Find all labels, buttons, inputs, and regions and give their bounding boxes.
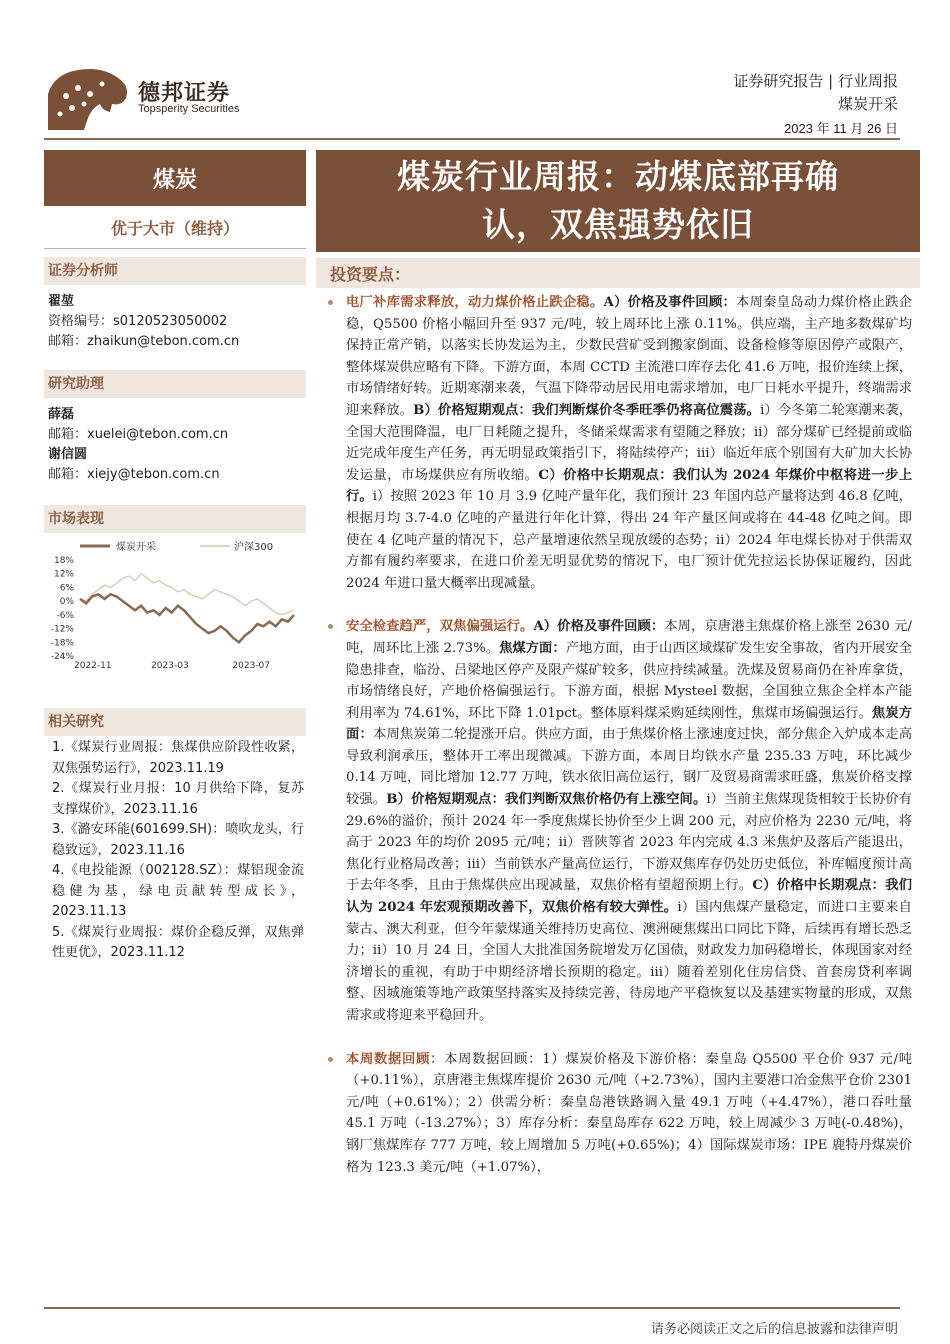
disclaimer-note: 请务必阅读正文之后的信息披露和法律声明 <box>650 1322 898 1337</box>
footer-divider <box>44 1307 900 1309</box>
subheading: A）价格及事件回顾： <box>603 295 737 310</box>
report-sector: 煤炭开采 <box>837 95 898 113</box>
assistant2-name: 谢信圆 <box>48 447 88 462</box>
paragraph-text: i）当前主焦煤现货相较于长协价有 29.6%的溢价，预计 2024 年一季度焦煤长协价至少上调 200 元，对应价格为 2230 元/吨，将高于 2023 年的均价 2095 元/吨；ii）晋陕等省 2023 年内完成 4.3 米焦炉及落后产能退出，焦化行业格局改善；iii）当前铁水产量高位运行，下游双焦库存仍处历史低位，补库幅度预计高于去年冬季，且由于焦煤供应出现减量，双焦价格有望超预期上行。 <box>346 792 912 894</box>
sector-box: 煤炭 <box>44 150 306 206</box>
assistant-heading: 研究助理 <box>44 370 306 398</box>
y-tick-label: -24% <box>50 652 74 662</box>
subheading: B）价格短期观点：我们判断煤价冬季旺季仍将高位震荡。 <box>413 402 761 418</box>
related-item[interactable]: 1.《煤炭行业周报：焦煤供应阶段性收紧，双焦强势运行》，2023.11.19 <box>52 740 304 776</box>
paragraph-lead: 电厂补库需求释放，动力煤价格止跌企稳。 <box>346 295 604 310</box>
header-divider <box>44 138 900 140</box>
y-tick-label: 18% <box>53 556 74 566</box>
related-item[interactable]: 2.《煤炭行业月报：10 月供给下降，复苏支撑煤价》，2023.11.16 <box>52 781 304 817</box>
paragraph-text: i）国内焦煤产量稳定，而进口主要来自蒙古、澳大利亚，但今年蒙煤通关维持历史高位、澳洲硬焦煤出口同比下降，后续再有增长恐乏力；ii）10 月 24 日，全国人大批准国务院增发万亿国债，财政发力加码稳增长，体现国家对经济增长的重视，有助于中期经济增长预期的稳定。iii）随着差别化住房信贷、首套房贷利率调整、因城施策等地产政策坚持落实及持续完善，待房地产平稳恢复以及基建实物量的形成，双焦需求或将迎来平稳回升。 <box>346 900 912 1023</box>
subheading: A）价格及事件回顾： <box>533 619 665 635</box>
report-body <box>318 292 912 1178</box>
legend-label-hs300: 沪深300 <box>234 542 274 553</box>
subheading: 焦煤方面： <box>499 640 566 656</box>
paragraph-text: 本周秦皇岛动力煤价格止跌企稳，Q5500 价格小幅回升至 937 元/吨，较上周环比上涨 0.11%。供应端，主产地多数煤矿均保持正常产销，以落实长协发运为主，少数民营矿受到搬家倒面、设备检修等原因停产或限产，整体煤炭供应略有下降。下游方面，本周 CCTD 主流港口库存去化 41.6 万吨，报价连续上探，市场情绪好转。近期寒潮来袭，气温下降带动居民用电需求增加，电厂日耗水平提升，终端需求迎来释放。 <box>346 295 913 418</box>
related-item[interactable]: 3.《潞安环能(601699.SH)：喷吹龙头，行稳致远》，2023.11.16 <box>52 822 304 858</box>
market-heading: 市场表现 <box>44 505 306 533</box>
rating-divider <box>44 248 306 249</box>
analyst-cert: 资格编号：s0120523050002 <box>48 314 228 329</box>
paragraph-text: 产地方面，由于山西区域煤矿发生安全事故，省内开展安全隐患排查，临汾、吕梁地区停产及限产煤矿较多，供应持续减量。洗煤及贸易商仍在补库拿货，市场情绪良好，产地价格偏强运行。下游方面，根据 Mysteel 数据，全国独立焦企全样本产能利用率为 74.61%，环比下降 1.01pct。整体原料煤采购延续刚性，焦煤市场偏强运行。 <box>346 640 913 721</box>
paragraph-lead: 本周数据回顾： <box>346 1051 445 1067</box>
report-date: 2023 年 11 月 26 日 <box>784 121 898 136</box>
bullet-icon <box>328 624 333 629</box>
paragraph-coking-coal <box>318 616 912 1026</box>
y-tick-label: -6% <box>56 610 74 621</box>
x-tick-label: 2023-03 <box>151 661 189 671</box>
paragraph-text: 本周焦炭第二轮提涨开启。供应方面，由于焦煤价格上涨速度过快，部分焦企入炉成本走高导致利润承压，整体开工率出现微减。下游方面，本周日均铁水产量 235.33 万吨，环比减少 0.14 万吨，同比增加 12.77 万吨，铁水依旧高位运行，钢厂及贸易商需求旺盛，焦炭价格支撑较强。 <box>346 727 913 808</box>
rating: 优于大市（维持） <box>110 219 239 238</box>
y-tick-label: 6% <box>59 583 74 594</box>
paragraph-lead: 安全检查趋严，双焦偏强运行。 <box>346 619 534 635</box>
legend-label-coal: 煤炭开采 <box>116 542 156 553</box>
bullet-icon <box>328 300 333 305</box>
bullet-icon <box>328 1057 333 1062</box>
x-tick-label: 2022-11 <box>74 661 112 671</box>
subheading: 焦炭方面： <box>346 705 913 743</box>
y-tick-label: -12% <box>50 624 74 635</box>
title-line-2: 认，双焦强势依旧 <box>482 205 754 244</box>
related-heading: 相关研究 <box>44 708 306 736</box>
y-tick-label: -18% <box>50 638 74 649</box>
related-item[interactable]: 5.《煤炭行业周报：煤价企稳反弹，双焦弹性更优》，2023.11.12 <box>52 924 304 960</box>
paragraph-thermal-coal <box>318 292 912 594</box>
related-item[interactable]: 4.《电投能源（002128.SZ）：煤铝现金流稳健为基，绿电贡献转型成长》，2023.11.13 <box>52 863 304 919</box>
brand-logo <box>44 64 140 132</box>
subheading: B）价格短期观点：我们判断双焦价格仍有上涨空间。 <box>386 792 707 808</box>
paragraph-text: i）按照 2023 年 10 月 3.9 亿吨产量年化，我们预计 23 年国内总产量将达到 46.8 亿吨，根据月均 3.7-4.0 亿吨的产量进行年化计算，得出 24 年产量区间或将在 44-48 亿吨之间。即使在 4 亿吨产量的情况下，总产量增速依然呈现放缓的态势；ii）2024 年电煤长协对于供需双方都有履约率要求，在进口价差无明显优势的情况下，电厂预计优先拉运长协保证履约，因此 2024 年进口量大概率出现减量。 <box>346 489 912 591</box>
report-title <box>316 150 920 252</box>
analyst-name: 翟堃 <box>48 294 75 309</box>
x-tick-label: 2023-07 <box>232 661 271 671</box>
assistant1-name: 薛磊 <box>48 407 75 422</box>
related-list <box>52 738 304 964</box>
report-type: 证券研究报告 | 行业周报 <box>733 72 898 90</box>
y-tick-label: 0% <box>59 597 74 608</box>
paragraph-text: 本周，京唐港主焦煤价格上涨至 2630 元/吨，周环比上涨 2.73%。 <box>346 619 912 656</box>
paragraph-weekly-data <box>318 1049 912 1179</box>
y-tick-label: 12% <box>53 569 74 580</box>
paragraph-text: 本周数据回顾：1）煤炭价格及下游价格：秦皇岛 Q5500 平仓价 937 元/吨（+0.11%），京唐港主焦煤库提价 2630 元/吨（+2.73%），国内主要港口冶金焦平仓价 2301 元/吨（+0.61%）；2）供需分析：秦皇岛港铁路调入量 49.1 万吨（+4.47%），港口吞吐量 45.1 万吨（-13.27%）；3）库存分析：秦皇岛库存 622 万吨，较上周减少 3 万吨(-0.48%)，钢厂焦煤库存 777 万吨，较上周增加 5 万吨(+0.65%)；4）国际煤炭市场：IPE 鹿特丹煤炭价格为 123.3 美元/吨（+1.07%）， <box>346 1051 913 1175</box>
title-line-1: 煤炭行业周报：动煤底部再确 <box>397 157 839 196</box>
analyst-heading: 证券分析师 <box>44 257 306 285</box>
subheading: C）价格中长期观点：我们认为 2024 年宏观预期改善下，双焦价格有较大弹性。 <box>346 878 913 916</box>
paragraph-text: i）今冬第二轮寒潮来袭，全国大范围降温，电厂日耗随之提升，冬储采煤需求有望随之释放；ii）部分煤矿已经提前或临近完成年度生产任务，再无明显政策指引下，将陆续停产；iii）临近年底个别国有大矿加大长协发运量，市场煤供应有所收缩。 <box>346 402 912 483</box>
assistant1-email[interactable]: 邮箱：xuelei@tebon.com.cn <box>48 427 229 442</box>
subheading: C）价格中长期观点：我们认为 2024 年煤价中枢将进一步上行。 <box>346 467 913 505</box>
analyst-email[interactable]: 邮箱：zhaikun@tebon.com.cn <box>48 334 240 349</box>
brand-name: 德邦证券 <box>138 81 231 106</box>
key-points-label: 投资要点： <box>330 265 411 284</box>
series-line-coal <box>80 594 294 642</box>
brand-name-en: Topsperity Securities <box>138 103 240 115</box>
assistant2-email[interactable]: 邮箱：xiejy@tebon.com.cn <box>48 467 220 482</box>
market-chart <box>44 536 306 672</box>
